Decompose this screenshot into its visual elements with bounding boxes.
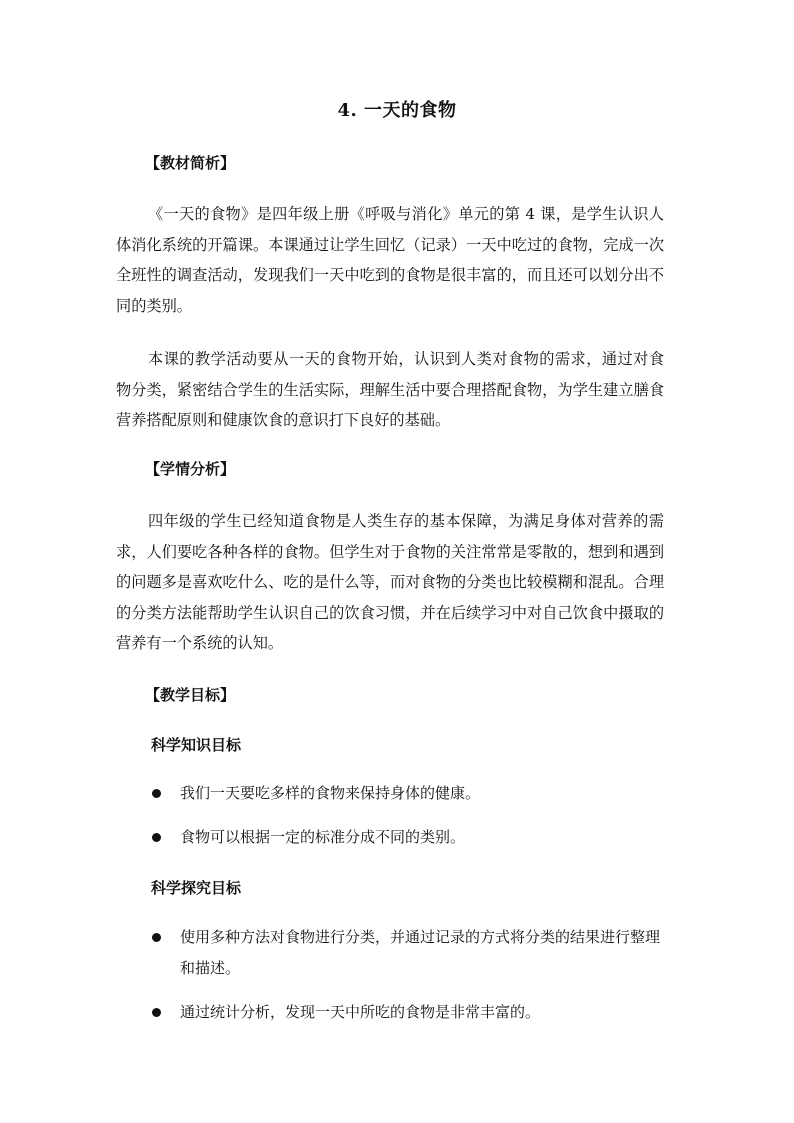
section-heading-student-analysis: 【学情分析】 [145,460,236,478]
bullet-icon [152,833,161,842]
list-item [152,822,672,853]
section-heading-textbook-analysis: 【教材简析】 [145,154,236,172]
bullet-icon [152,789,161,798]
page-title: 4. 一天的食物 [337,100,457,121]
paragraph-student-analysis: 四年级的学生已经知道食物是人类生存的基本保障，为满足身体对营养的需求，人们要吃各种各样的食物。但学生对于食物的关注常常是零散的，想到和遇到的问题多是喜欢吃什么、吃的是什么等，而对食物的分类也比较模糊和混乱。合理的分类方法能帮助学生认识自己的饮食习惯，并在后续学习中对自己饮食中摄取的营养有一个系统的认知。 [116,512,664,652]
bullet-icon [152,933,161,942]
sub-heading-knowledge-goals: 科学知识目标 [151,736,242,754]
list-item [152,922,667,984]
paragraph-textbook-analysis-2: 本课的教学活动要从一天的食物开始，认识到人类对食物的需求，通过对食物分类，紧密结合学生的生活实际，理解生活中要合理搭配食物，为学生建立膳食营养搭配原则和健康饮食的意识打下良好的基础。 [116,350,664,429]
list-item-text: 通过统计分析，发现一天中所吃的食物是非常丰富的。 [180,1003,541,1021]
section-heading-teaching-goals: 【教学目标】 [145,686,236,704]
bullet-icon [152,1008,161,1017]
list-item-text: 使用多种方法对食物进行分类，并通过记录的方式将分类的结果进行整理和描述。 [180,928,661,977]
list-item [152,997,672,1028]
sub-heading-inquiry-goals: 科学探究目标 [151,879,242,897]
list-item [152,778,672,809]
list-item-text: 我们一天要吃多样的食物来保持身体的健康。 [180,784,481,802]
paragraph-textbook-analysis-1: 《一天的食物》是四年级上册《呼吸与消化》单元的第 4 课，是学生认识人体消化系统的开篇课。本课通过让学生回忆（记录）一天中吃过的食物，完成一次全班性的调查活动，发现我们一天中吃到的食物是很丰富的，而且还可以划分出不同的类别。 [116,205,664,315]
list-item-text: 食物可以根据一定的标准分成不同的类别。 [180,828,466,846]
